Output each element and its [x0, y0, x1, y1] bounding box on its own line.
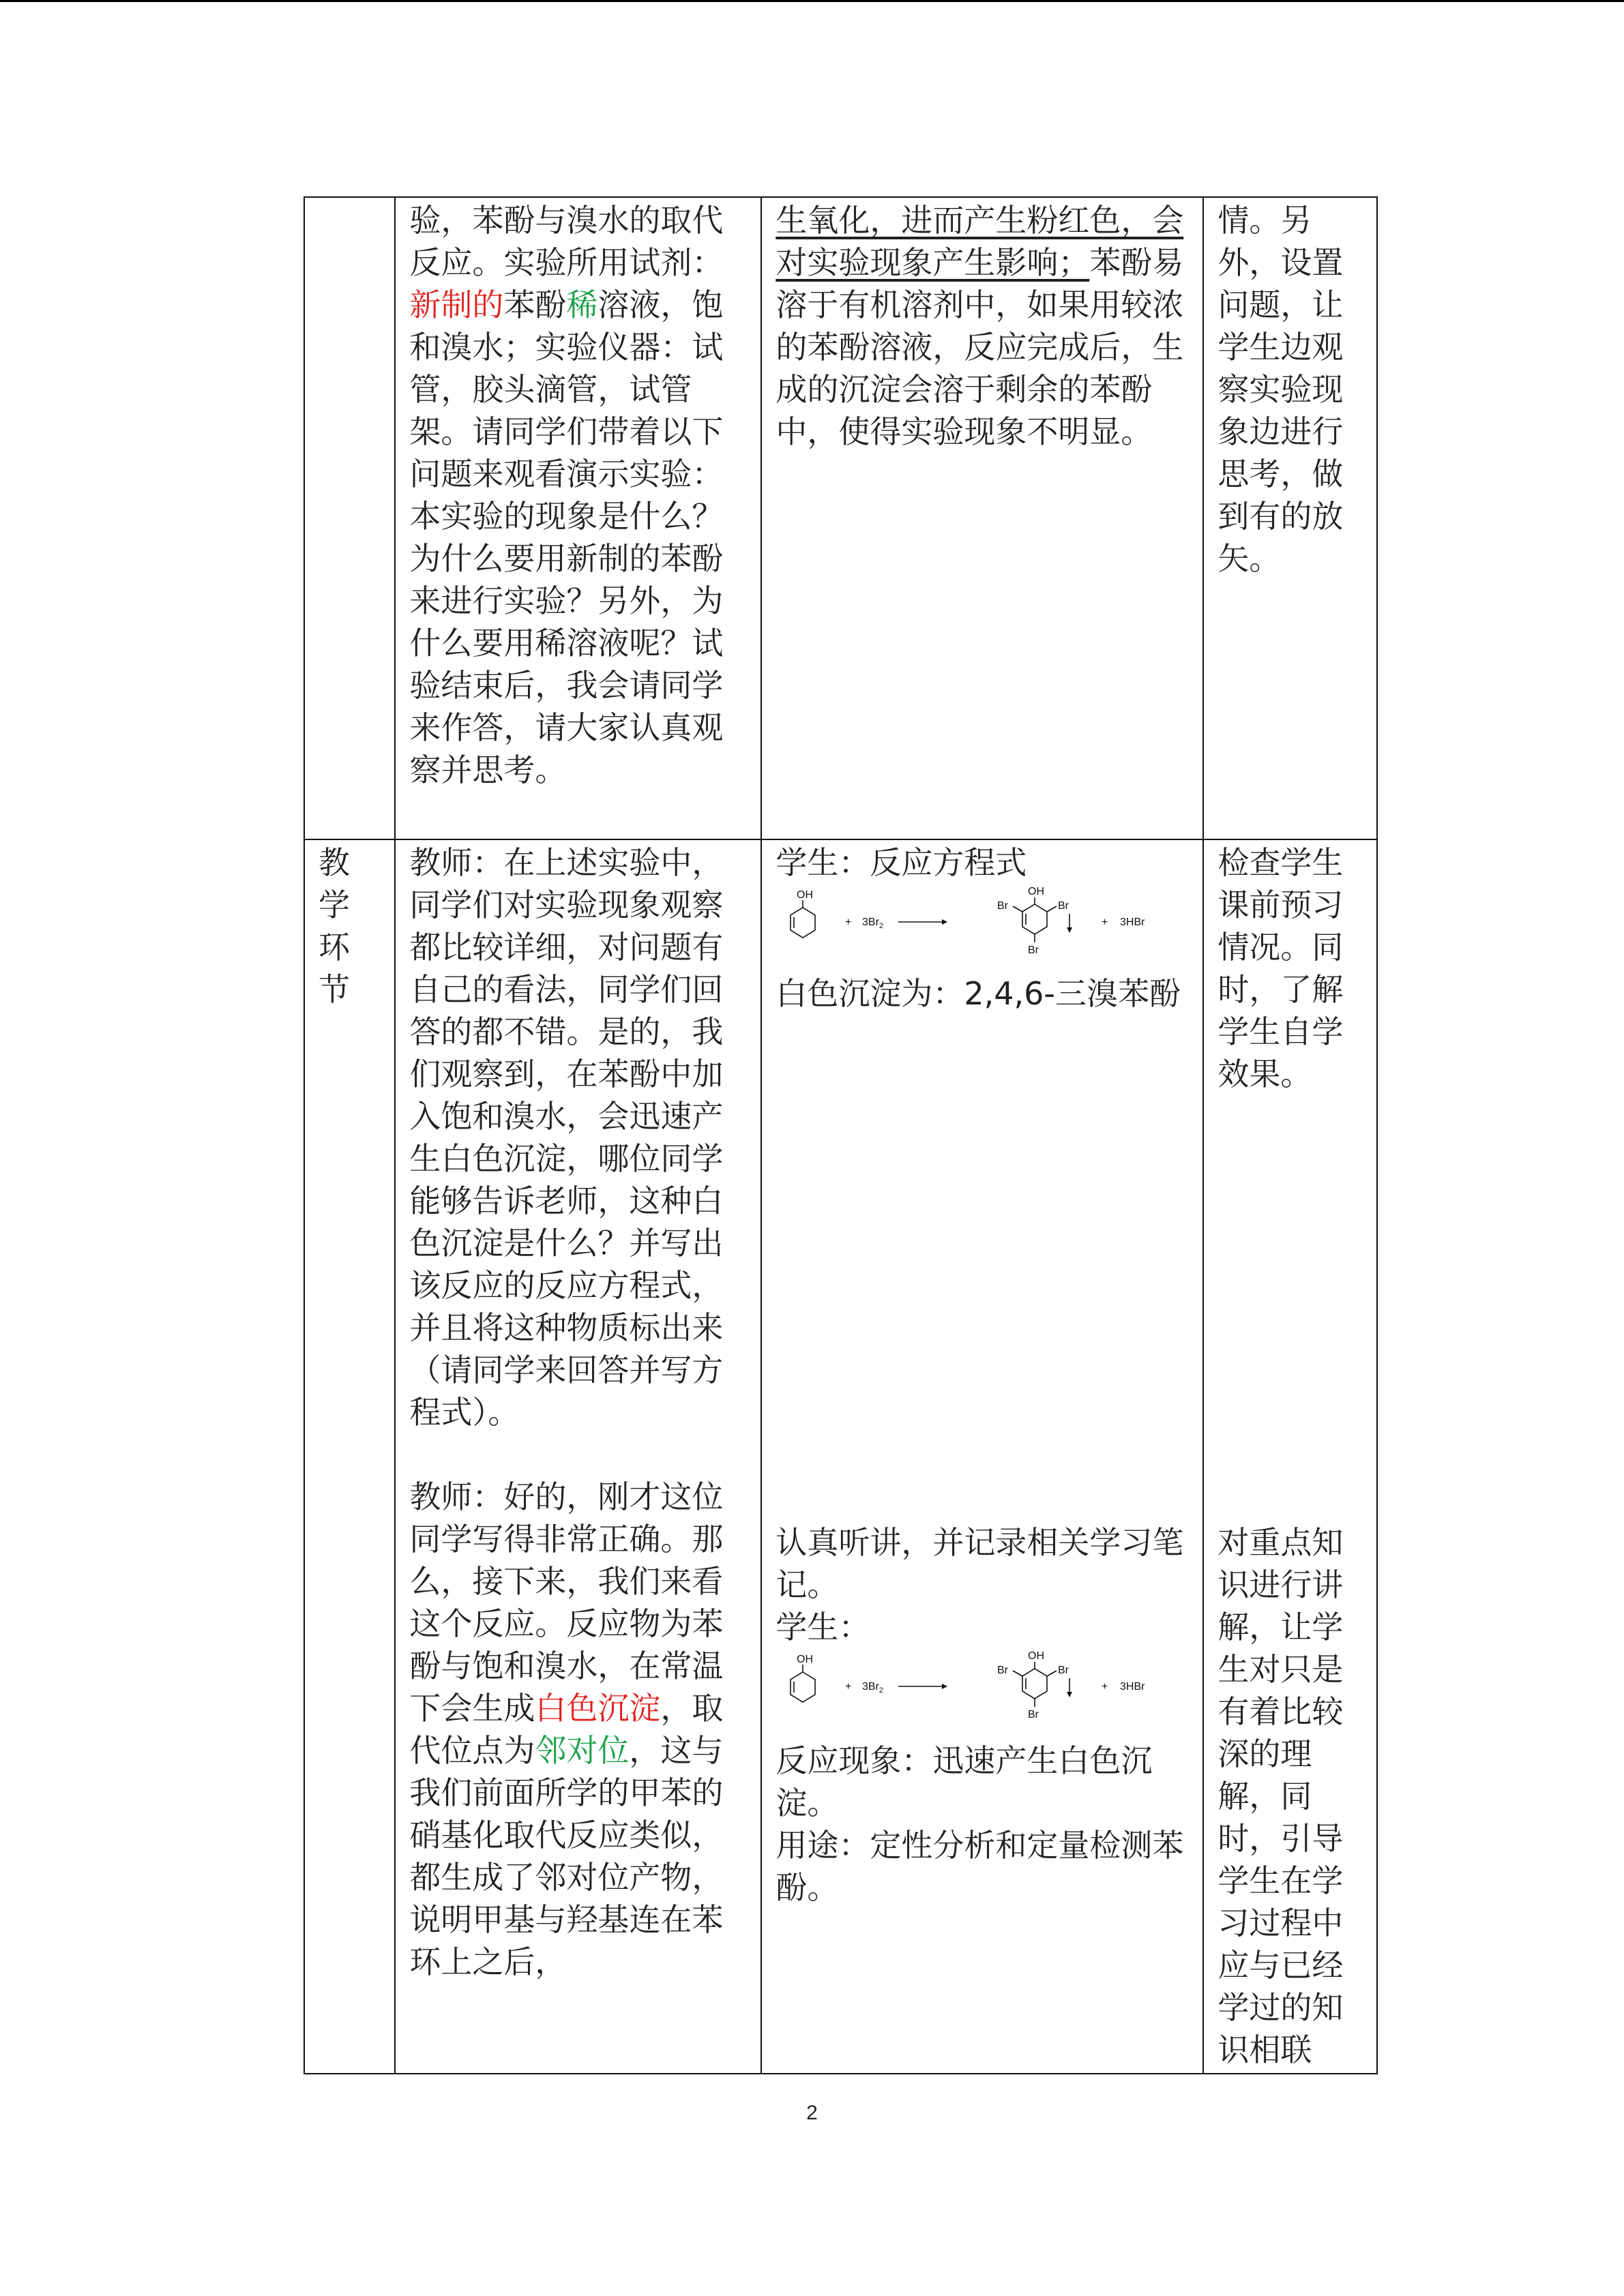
table-row: [304, 839, 1377, 2074]
svg-text:Br: Br: [997, 900, 1009, 912]
svg-text:Br: Br: [1028, 1709, 1039, 1720]
highlight-text: 白色沉淀: [535, 1690, 661, 1727]
reaction-equation-1: [776, 885, 1171, 959]
page-number: 2: [806, 2102, 818, 2124]
svg-text:Br: Br: [1058, 900, 1069, 912]
top-border-line: [0, 0, 1624, 2]
svg-text:+: +: [1102, 916, 1108, 928]
svg-text:3Br2: $3Br_2$: [862, 1681, 884, 1695]
teacher-activity-cell: 验，苯酚与溴水的取代反应。实验所用试剂：新制的苯酚稀溶液，饱和溴水；实验仪器：试管，胶头滴管，试管架。请同学们带着以下问题来观看演示实验：本实验的现象是什么？为什么要用新制的苯酚来进行实验？另外，为什么要用稀溶液呢？试验结束后，我会请同学来作答，请大家认真观察并思考。: [395, 197, 761, 839]
teacher-activity-cell: [395, 839, 761, 2074]
svg-text:OH: OH: [1028, 1650, 1045, 1662]
stage-cell: [304, 197, 395, 839]
svg-text:Br: Br: [1028, 944, 1039, 956]
design-intent-cell: 检查学生课前预习情况。同时，了解学生自学效果。 对重点知识进行讲解，让学生对只是有着比较深的理解，同时，引导学生在学习过程中应与已经学过的知识相联: [1203, 839, 1377, 2074]
highlight-text: 稀: [566, 286, 598, 323]
highlight-text: 新制的: [409, 286, 504, 323]
table-row: [304, 197, 1377, 839]
svg-text:3HBr: 3HBr: [1120, 1681, 1145, 1693]
svg-text:3Br2: $3Br_2$: [862, 916, 884, 930]
highlight-text: 邻对位: [535, 1732, 630, 1769]
svg-text:OH: OH: [797, 1654, 814, 1665]
lesson-plan-table: [304, 196, 1378, 2074]
teacher-paragraph: 教师：好的，刚才这位同学写得非常正确。那么，接下来，我们来看这个反应。反应物为苯酚与饱和溴水，在常温下会生成白色沉淀，取代位点为邻对位，这与我们前面所学的甲苯的硝基化取代反应类似，都生成了邻对位产物，说明甲基与羟基连在苯环上之后，: [409, 1478, 724, 1980]
svg-text:Br: Br: [997, 1665, 1009, 1676]
student-activity-cell: 生氧化，进而产生粉红色，会对实验现象产生影响；苯酚易溶于有机溶剂中，如果用较浓的苯酚溶液，反应完成后，生成的沉淀会溶于剩余的苯酚中，使得实验现象不明显。: [761, 197, 1203, 839]
svg-text:+: +: [845, 916, 852, 928]
svg-text:OH: OH: [1028, 886, 1045, 897]
svg-text:+: +: [845, 1681, 852, 1693]
teacher-paragraph: 教师：在上述实验中，同学们对实验现象观察都比较详细，对问题有自己的看法，同学们回答的都不错。是的，我们观察到，在苯酚中加入饱和溴水，会迅速产生白色沉淀，哪位同学能够告诉老师，这种白色沉淀是什么？并写出该反应的反应方程式，并且将这种物质标出来（请同学来回答并写方程式）。: [409, 844, 724, 1431]
svg-text:OH: OH: [797, 889, 814, 901]
svg-text:3HBr: 3HBr: [1120, 916, 1145, 928]
stage-cell: 教学环 节: [304, 839, 395, 2074]
svg-text:Br: Br: [1058, 1665, 1069, 1676]
reaction-equation-2: [776, 1650, 1171, 1723]
design-intent-cell: 情。另外，设置问题，让学生边观察实验现象边进行思考，做到有的放矢。: [1203, 197, 1377, 839]
student-activity-cell: 学生：反应方程式 OH + $3Br_2$ OH Br Br Br + 3HBr 白色沉淀为：2,4,6-三溴苯酚 认真听讲，并记录相关学习笔记。 学生： OH + $3Br_2$ OH Br Br Br + 3HBr 反应现象：迅速产生白色沉淀。 用途：定性分析和定量检测苯酚。: [761, 839, 1203, 2074]
svg-text:+: +: [1102, 1681, 1108, 1693]
underlined-text: 生氧化，进而产生粉红色，会对实验现象产生影响；: [776, 202, 1184, 281]
